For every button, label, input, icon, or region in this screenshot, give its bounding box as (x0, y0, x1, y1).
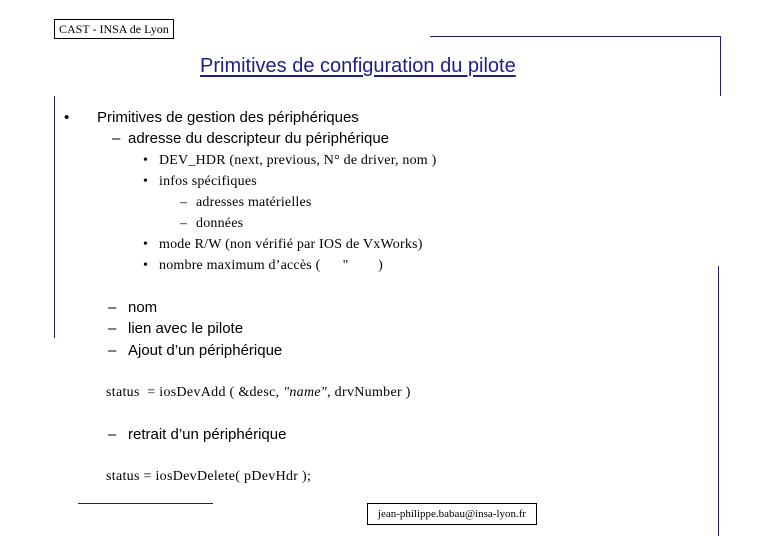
l1-text: Primitives de gestion des périphériques (97, 109, 359, 126)
dash-item-retrait: retrait d’un périphérique (128, 426, 287, 443)
bullet-l1: • (64, 109, 70, 126)
footer-email: jean-philippe.babau@insa-lyon.fr (367, 503, 537, 525)
code1-suffix: , drvNumber ) (327, 385, 411, 400)
l3-bullet: • (143, 174, 149, 189)
l3-item-mode: mode R/W (non vérifié par IOS de VxWorks) (159, 237, 423, 252)
slide-title: Primitives de configuration du pilote (200, 55, 516, 77)
l4-dash: – (180, 216, 188, 231)
code1-name-arg: "name" (283, 385, 328, 400)
l3-bullet: • (143, 237, 149, 252)
code1-prefix: status = iosDevAdd ( &desc, (106, 385, 284, 400)
l3-bullet: • (143, 153, 149, 168)
frame-line-top (430, 36, 721, 37)
frame-line-right-bottom (718, 266, 719, 536)
dash-item-ajout: Ajout d’un périphérique (128, 342, 283, 359)
l3-item-nombre: nombre maximum d’accès ( " ) (159, 258, 384, 273)
l3-item-infos: infos spécifiques (159, 174, 257, 189)
l3-item-dev-hdr: DEV_HDR (next, previous, N° de driver, nom ) (159, 153, 437, 168)
l4-item-donnees: données (196, 216, 244, 231)
dash: – (108, 299, 117, 316)
dash: – (108, 426, 117, 443)
header-label: CAST - INSA de Lyon (54, 19, 174, 39)
l4-dash: – (180, 195, 188, 210)
code-ios-dev-delete: status = iosDevDelete( pDevHdr ); (106, 469, 312, 484)
l4-item-adresses: adresses matérielles (196, 195, 312, 210)
frame-line-right-top (720, 36, 721, 96)
l3-bullet: • (143, 258, 149, 273)
l2-text: adresse du descripteur du périphérique (128, 130, 389, 147)
frame-line-bottom (78, 503, 213, 504)
dash-item-lien: lien avec le pilote (128, 320, 244, 337)
dash: – (108, 342, 117, 359)
dash-l2: – (112, 130, 121, 147)
frame-line-left (54, 96, 55, 338)
dash: – (108, 320, 117, 337)
code-ios-dev-add (106, 385, 411, 401)
dash-item-nom: nom (128, 299, 158, 316)
